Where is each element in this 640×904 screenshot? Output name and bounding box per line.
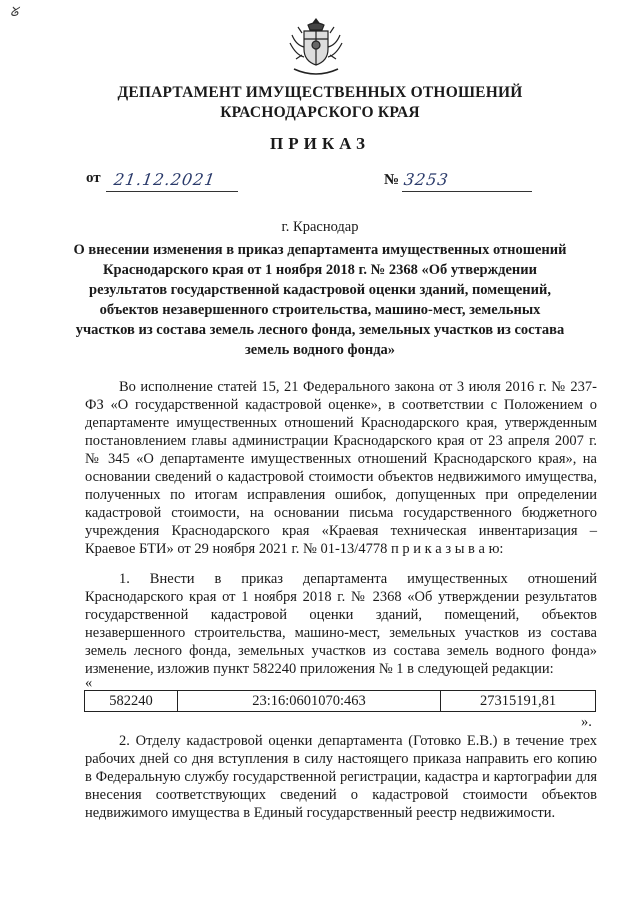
table-row xyxy=(85,691,596,712)
date-underline xyxy=(106,191,238,192)
organization-name-line1: ДЕПАРТАМЕНТ ИМУЩЕСТВЕННЫХ ОТНОШЕНИЙ xyxy=(117,84,523,101)
table-cell-cadastral-value: 27315191,81 xyxy=(441,691,596,712)
quote-close: ». xyxy=(581,714,592,730)
amendment-table xyxy=(84,690,596,712)
table-cell-item-number: 582240 xyxy=(85,691,178,712)
body-paragraph-2: 1. Внести в приказ департамента имущественных отношений Краснодарского края от 1 ноября 2018 г. № 2368 «Об утверждении результатов государственной кадастровой оценки зданий, помещений, объектов незавершенного строительства, машино-мест, земельных участков из состава земель лесного фонда, земельных участков из состава земель водного фонда» изменение, изложив пункт 582240 приложения № 1 в следующей редакции: xyxy=(85,571,597,677)
coat-of-arms-emblem xyxy=(286,15,346,79)
table-cell-cadastral-number: 23:16:0601070:463 xyxy=(178,691,441,712)
number-value: 3253 xyxy=(402,170,451,189)
order-subject: О внесении изменения в приказ департамента имущественных отношений Краснодарского края от 1 ноября 2018 г. № 2368 «Об утверждении результатов государственной кадастровой оценки зданий, помещений, объектов незавершенного строительства, машино-мест, земельных участков из состава земель лесного фонда, земельных участков из состава земель водного фонда» xyxy=(73,242,567,358)
city: г. Краснодар xyxy=(281,219,359,235)
body-paragraph-1: Во исполнение статей 15, 21 Федерального закона от 3 июля 2016 г. № 237-ФЗ «О государственной кадастровой оценке», в соответствии с Положением о департаменте имущественных отношений Краснодарского края, утвержденным постановлением главы администрации Краснодарского края от 23 апреля 2007 г. № 345 «О департаменте имущественных отношений Краснодарского края», на основании сведений о кадастровой стоимости объектов недвижимого имущества, полученных по итогам исправления ошибок, допущенных при определении кадастровой стоимости, на основании письма государственного бюджетного учреждения Краснодарского края «Краевая техническая инвентаризация – Краевое БТИ» от 29 ноября 2021 г. № 01-13/4778 п р и к а з ы в а ю: xyxy=(85,379,597,557)
handwritten-corner-mark: ᘜ xyxy=(10,4,19,19)
body-paragraph-3: 2. Отделу кадастровой оценки департамента (Готовко Е.В.) в течение трех рабочих дней со дня вступления в силу настоящего приказа направить его копию в Федеральную службу государственной регистрации, кадастра и картографии для внесения соответствующих сведений о кадастровой стоимости объектов недвижимого имущества в Единый государственный реестр недвижимости. xyxy=(85,733,597,821)
organization-name-line2: КРАСНОДАРСКОГО КРАЯ xyxy=(220,104,420,121)
date-value: 21.12.2021 xyxy=(112,170,217,189)
number-underline xyxy=(402,191,532,192)
number-label: № xyxy=(384,172,400,188)
quote-open: « xyxy=(85,675,93,691)
document-title: ПРИКАЗ xyxy=(270,134,370,153)
date-label: от xyxy=(86,170,101,186)
